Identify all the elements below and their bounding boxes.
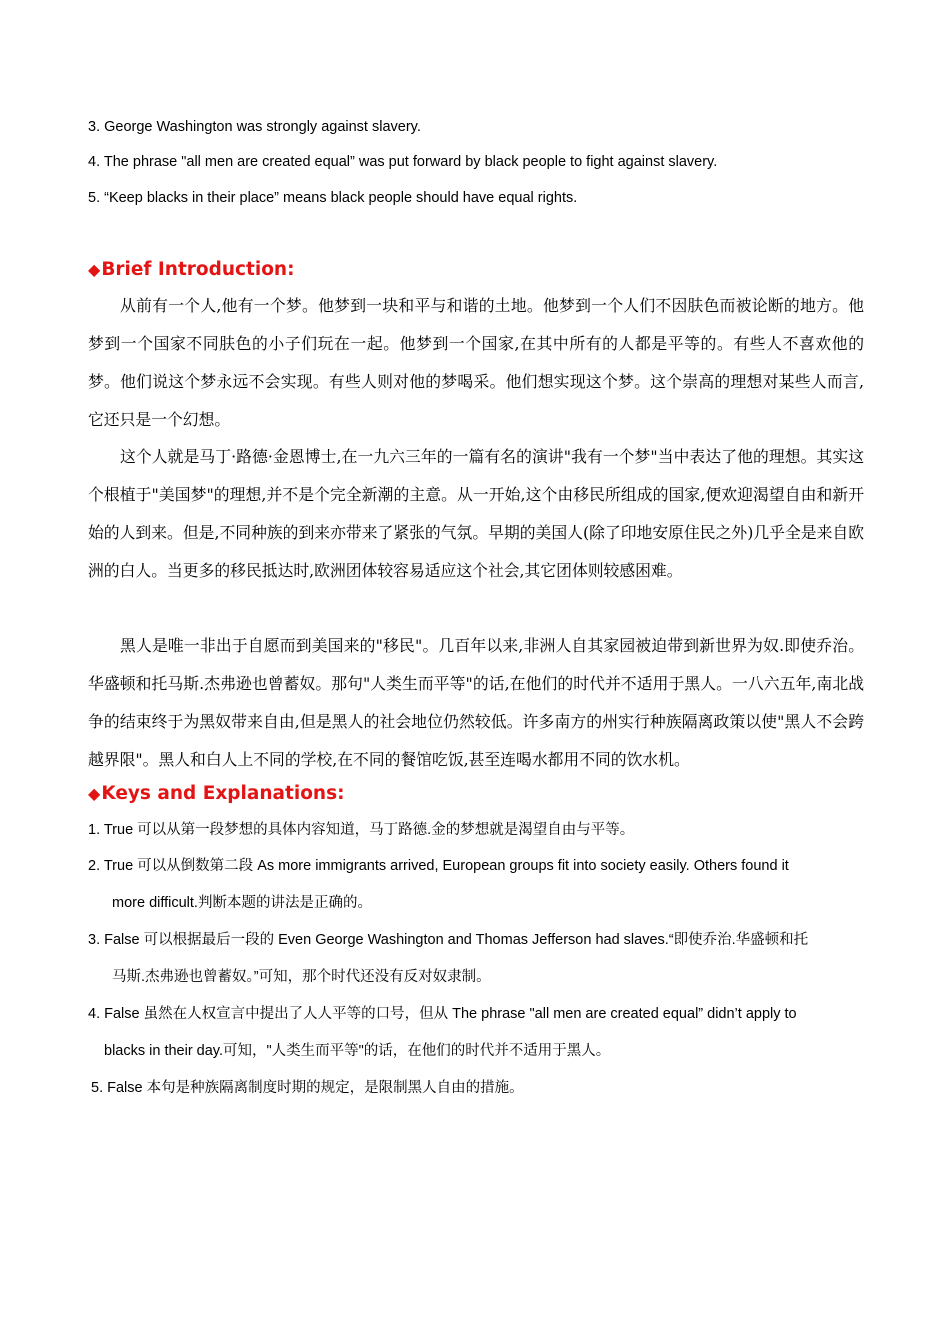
key-item-1 — [88, 812, 864, 849]
brief-introduction-heading-text: Brief Introduction: — [101, 259, 295, 280]
intro-paragraph-1: 从前有一个人,他有一个梦。他梦到一块和平与和谐的土地。他梦到一个人们不因肤色而被论断的地方。他梦到一个国家不同肤色的小子们玩在一起。他梦到一个国家,在其中所有的人都是平等的。有些人不喜欢他的梦。他们说这个梦永远不会实现。有些人则对他的梦喝采。他们想实现这个梦。这个崇高的理想对某些人而言,它还只是一个幻想。 — [88, 296, 864, 429]
key-item-5 — [91, 1070, 867, 1107]
intro-paragraph-3: 黑人是唯一非出于自愿而到美国来的"移民"。几百年以来,非洲人自其家园被迫带到新世界为奴.即使乔治。华盛顿和托马斯.杰弗逊也曾蓄奴。那句"人类生而平等"的话,在他们的时代并不适用于黑人。一八六五年,南北战争的结束终于为黑奴带来自由,但是黑人的社会地位仍然较低。许多南方的州实行种族隔离政策以使"黑人不会跨越界限"。黑人和白人上不同的学校,在不同的餐馆吃饭,甚至连喝水都用不同的饮水机。 — [88, 636, 864, 769]
statement-3: 3. George Washington was strongly against slavery. — [88, 119, 421, 135]
key-item-2 — [88, 848, 864, 922]
key-item-3-text: 3. False 可以根据最后一段的 Even George Washington and Thomas Jefferson had slaves.“即使乔治.华盛顿和托 — [88, 932, 809, 948]
keys-heading — [88, 782, 345, 806]
key-item-3-continuation: 马斯.杰弗逊也曾蓄奴。”可知，那个时代还没有反对奴隶制。 — [112, 969, 491, 985]
key-item-2-continuation: more difficult.判断本题的讲法是正确的。 — [112, 895, 372, 911]
statement-5: 5. “Keep blacks in their place” means black people should have equal rights. — [88, 190, 578, 206]
key-item-3 — [88, 922, 864, 996]
key-item-1-text: 1. True 可以从第一段梦想的具体内容知道，马丁路德.金的梦想就是渴望自由与平等。 — [88, 822, 635, 838]
intro-paragraph-2: 这个人就是马丁·路德·金恩博士,在一九六三年的一篇有名的演讲"我有一个梦"当中表达了他的理想。其实这个根植于"美国梦"的理想,并不是个完全新潮的主意。从一开始,这个由移民所组成的国家,便欢迎渴望自由和新开始的人到来。但是,不同种族的到来亦带来了紧张的气氛。早期的美国人(除了印地安原住民之外)几乎全是来自欧洲的白人。当更多的移民抵达时,欧洲团体较容易适应这个社会,其它团体则较感困难。 — [88, 447, 864, 580]
key-item-5-text: 5. False 本句是种族隔离制度时期的规定，是限制黑人自由的措施。 — [91, 1080, 524, 1096]
key-item-4-continuation: blacks in their day.可知，"人类生而平等"的话，在他们的时代并不适用于黑人。 — [104, 1043, 611, 1059]
keys-heading-text: Keys and Explanations: — [101, 783, 345, 804]
diamond-icon: ◆ — [88, 260, 101, 279]
brief-introduction-heading — [88, 258, 295, 282]
statement-4: 4. The phrase "all men are created equal” was put forward by black people to fight against slavery. — [88, 154, 718, 170]
key-item-4-text: 4. False 虽然在人权宣言中提出了人人平等的口号，但从 The phrase "all men are created equal” didn’t apply to — [88, 1006, 797, 1022]
diamond-icon: ◆ — [88, 784, 101, 803]
key-item-4 — [88, 996, 864, 1070]
key-item-2-text: 2. True 可以从倒数第二段 As more immigrants arrived, European groups fit into society easily. Others found it — [88, 858, 789, 874]
